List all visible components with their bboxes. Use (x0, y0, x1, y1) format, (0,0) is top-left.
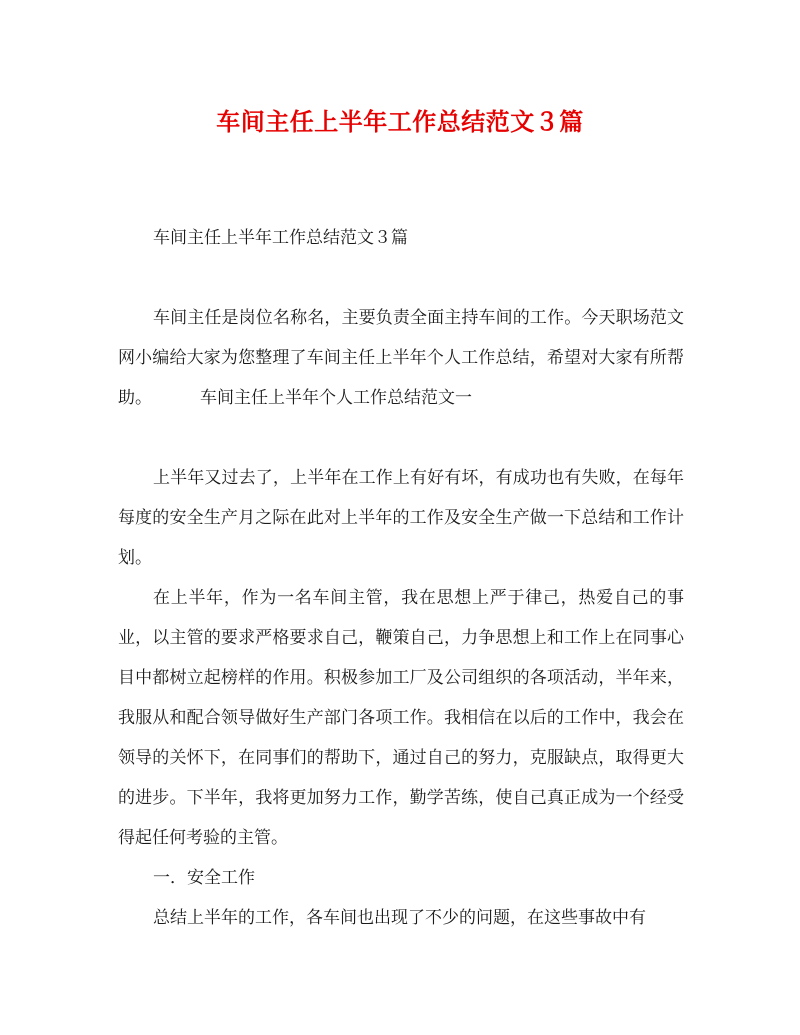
paragraph-work-attitude: 在上半年，作为一名车间主管，我在思想上严于律己，热爱自己的事业，以主管的要求严格要求自己，鞭策自己，力争思想上和工作上在同事心目中都树立起榜样的作用。积极参加工厂及公司组织的各项活动，半年来，我服从和配合领导做好生产部门各项工作。我相信在以后的工作中，我会在领导的关怀下，在同事们的帮助下，通过自己的努力，克服缺点，取得更大的进步。下半年，我将更加努力工作，勤学苦练，使自己真正成为一个经受得起任何考验的主管。 (118, 588, 684, 848)
intro-text: 车间主任是岗位名称名，主要负责全面主持车间的工作。今天职场范文网小编给大家为您整理了车间主任上半年个人工作总结，希望对大家有所帮助。 (118, 308, 684, 408)
sample-one-heading: 车间主任上半年个人工作总结范文一 (200, 388, 472, 408)
document-subtitle: 车间主任上半年工作总结范文３篇 (153, 228, 408, 248)
document-title: 车间主任上半年工作总结范文３篇 (216, 107, 584, 136)
paragraph-first-half-summary: 上半年又过去了，上半年在工作上有好有坏，有成功也有失败，在每年每度的安全生产月之际在此对上半年的工作及安全生产做一下总结和工作计划。 (118, 468, 684, 568)
section-heading-safety: 一．安全工作 (153, 868, 255, 888)
intro-paragraph (118, 298, 684, 418)
paragraph-safety-summary: 总结上半年的工作，各车间也出现了不少的问题，在这些事故中有 (153, 908, 646, 928)
